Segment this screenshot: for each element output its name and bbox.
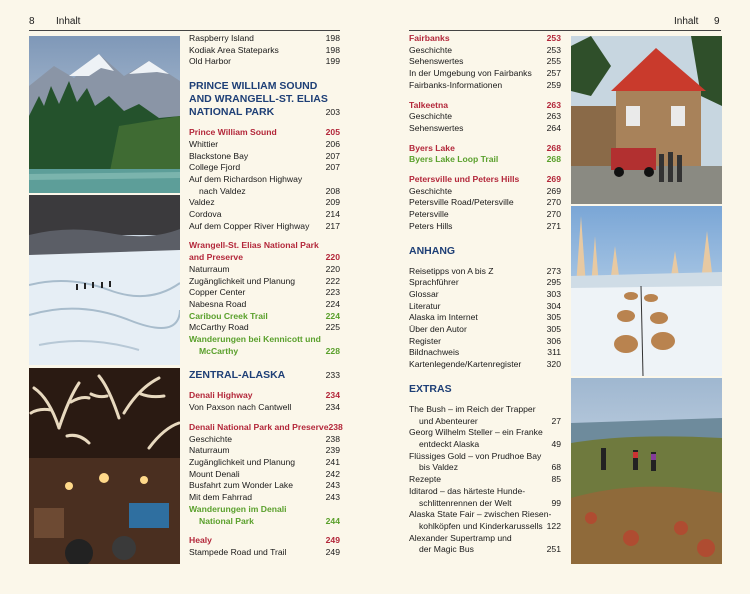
toc-entry[interactable]: [189, 547, 340, 559]
toc-entry-title: College Fjord: [189, 162, 241, 173]
page-number: 239: [325, 445, 340, 456]
toc-entry[interactable]: [409, 439, 561, 451]
page-number: 268: [546, 142, 561, 153]
page-number: 241: [325, 456, 340, 467]
page-number: 244: [325, 515, 340, 526]
toc-entry-title: Denali National Park and Preserve: [189, 421, 329, 432]
toc-entry[interactable]: [189, 311, 340, 323]
left-header-rule: [29, 30, 340, 31]
spacer: [189, 357, 340, 365]
section-heading-text: ZENTRAL-ALASKA: [189, 369, 286, 382]
toc-entry[interactable]: [189, 252, 340, 264]
page-number: 207: [325, 150, 340, 161]
photo-glacier-hikers: [29, 195, 180, 365]
toc-entry-title: Raspberry Island: [189, 33, 254, 43]
spacer: [189, 414, 340, 422]
toc-entry[interactable]: [189, 221, 340, 233]
page-number: 222: [325, 275, 340, 286]
page-number: 198: [325, 44, 340, 55]
page-number: 220: [325, 252, 340, 263]
page-number: 238: [325, 433, 340, 444]
toc-entry[interactable]: [189, 299, 340, 311]
page-number: 243: [325, 480, 340, 491]
toc-entry[interactable]: [409, 416, 561, 428]
toc-entry[interactable]: [409, 347, 561, 359]
toc-entry-title: Mit dem Fahrrad: [189, 492, 253, 503]
toc-entry-title: Reisetipps von A bis Z: [409, 265, 494, 276]
toc-entry[interactable]: [189, 197, 340, 209]
toc-entry-title: Geschichte: [409, 185, 452, 196]
section-heading-text: NATIONAL PARK: [189, 106, 275, 119]
spacer: [189, 68, 340, 76]
toc-entry-title: entdeckt Alaska: [419, 438, 480, 449]
page-number: 295: [546, 277, 561, 288]
page-number: 305: [546, 324, 561, 335]
page-number: 208: [325, 185, 340, 196]
page-number: 206: [325, 138, 340, 149]
toc-entry-title: Glossar: [409, 288, 439, 299]
page-number: 269: [546, 185, 561, 196]
toc-entry[interactable]: [409, 509, 561, 521]
toc-entry[interactable]: [189, 322, 340, 334]
toc-entry-title: McCarthy Road: [189, 322, 249, 333]
toc-entry[interactable]: [409, 100, 561, 112]
page-number: 223: [325, 287, 340, 298]
toc-entry-title: kohlköpfen und Kinderkarussells: [419, 520, 543, 531]
toc-entry[interactable]: [189, 127, 340, 139]
toc-entry-title: Valdez: [189, 197, 215, 208]
toc-entry[interactable]: [189, 480, 340, 492]
spacer: [189, 527, 340, 535]
toc-entry[interactable]: [409, 336, 561, 348]
page-number: 306: [546, 335, 561, 346]
spacer: [409, 396, 561, 404]
toc-entry-title: In der Umgebung von Fairbanks: [409, 68, 532, 79]
toc-entry-title: and Preserve: [189, 252, 243, 263]
toc-entry-title: Healy: [189, 535, 212, 546]
section-heading: [189, 369, 340, 382]
toc-entry-title: Geschichte: [409, 111, 452, 122]
toc-entry[interactable]: [409, 451, 561, 463]
toc-entry[interactable]: [189, 174, 340, 186]
toc-entry-title: Caribou Creek Trail: [189, 310, 268, 321]
toc-entry[interactable]: [409, 143, 561, 155]
photo-wooden-building: [571, 36, 722, 204]
page-number: 199: [325, 56, 340, 67]
toc-entry[interactable]: [189, 287, 340, 299]
toc-entry-title: Mount Denali: [189, 468, 240, 479]
toc-entry-title: Iditarod – das härteste Hunde-: [409, 485, 526, 496]
toc-entry-title: Denali Highway: [189, 390, 253, 401]
toc-entry[interactable]: [409, 359, 561, 371]
page-number: 273: [546, 265, 561, 276]
toc-entry-title: Naturraum: [189, 263, 230, 274]
toc-entry-title: Rezepte: [409, 474, 442, 485]
page-number: 234: [325, 390, 340, 401]
toc-entry-title: Von Paxson nach Cantwell: [189, 402, 292, 413]
page-number: 320: [546, 359, 561, 370]
page-number: 207: [325, 162, 340, 173]
toc-entry[interactable]: [189, 186, 340, 198]
toc-entry[interactable]: [409, 474, 561, 486]
page-number: 271: [546, 220, 561, 231]
page-number: 270: [546, 209, 561, 220]
page-number: 85: [551, 474, 561, 485]
toc-entry[interactable]: [409, 221, 561, 233]
page-number: 224: [325, 310, 340, 321]
toc-entry[interactable]: [409, 427, 561, 439]
page-number: 259: [546, 79, 561, 90]
toc-entry[interactable]: [189, 516, 340, 528]
page-number: 263: [546, 99, 561, 110]
page-number: 220: [325, 263, 340, 274]
toc-entry[interactable]: [189, 504, 340, 516]
page-number: 249: [325, 546, 340, 557]
toc-entry-title: Old Harbor: [189, 56, 232, 67]
toc-entry[interactable]: [409, 80, 561, 92]
page-number: 242: [325, 468, 340, 479]
page-number: 49: [551, 438, 561, 449]
toc-entry-title: Blackstone Bay: [189, 150, 249, 161]
toc-entry[interactable]: [409, 154, 561, 166]
toc-entry[interactable]: [189, 402, 340, 414]
page-number: 268: [546, 154, 561, 165]
toc-entry-title: Nabesna Road: [189, 298, 247, 309]
toc-entry[interactable]: [409, 533, 561, 545]
toc-entry-title: bis Valdez: [419, 462, 459, 473]
toc-entry[interactable]: [409, 68, 561, 80]
toc-entry-title: Alexander Supertramp und: [409, 532, 512, 543]
page-number: 269: [546, 174, 561, 185]
toc-entry[interactable]: [409, 45, 561, 57]
page-number: 27: [551, 415, 561, 426]
toc-entry-title: Petersville Road/Petersville: [409, 197, 514, 208]
toc-entry-title: Peters Hills: [409, 220, 453, 231]
toc-entry-title: Auf dem Richardson Highway: [189, 173, 303, 184]
spacer: [409, 135, 561, 143]
page-number: 225: [325, 322, 340, 333]
photo-dog-sled: [571, 206, 722, 376]
toc-entry[interactable]: [189, 209, 340, 221]
page-number: 253: [546, 33, 561, 43]
page-number: 122: [546, 520, 561, 531]
right-page-number: 9: [714, 16, 720, 27]
toc-entry-title: Petersville und Peters Hills: [409, 174, 520, 185]
toc-entry-title: Kodiak Area Stateparks: [189, 44, 279, 55]
page-number: 249: [325, 535, 340, 546]
toc-entry[interactable]: [189, 445, 340, 457]
toc-entry-title: Petersville: [409, 209, 449, 220]
toc-entry-title: nach Valdez: [199, 185, 246, 196]
page-number: 243: [325, 492, 340, 503]
toc-entry-title: Copper Center: [189, 287, 246, 298]
spacer: [189, 232, 340, 240]
toc-entry[interactable]: [409, 56, 561, 68]
toc-entry[interactable]: [409, 186, 561, 198]
page-number: 214: [325, 209, 340, 220]
toc-entry-title: Kartenlegende/Kartenregister: [409, 359, 522, 370]
toc-entry[interactable]: [189, 334, 340, 346]
page-number: 233: [325, 370, 340, 381]
page-number: 303: [546, 288, 561, 299]
toc-entry[interactable]: [409, 521, 561, 533]
toc-entry-title: Whittier: [189, 138, 219, 149]
toc-entry[interactable]: [189, 535, 340, 547]
toc-entry-title: Sehenswertes: [409, 122, 464, 133]
photo-tundra-hikers: [571, 378, 722, 564]
toc-entry-title: Geschichte: [409, 44, 452, 55]
page-number: 311: [547, 347, 561, 358]
toc-entry[interactable]: [189, 421, 343, 434]
toc-entry[interactable]: [409, 277, 561, 289]
toc-entry-title: Georg Wilhelm Steller – ein Franke: [409, 427, 543, 438]
toc-entry[interactable]: [189, 276, 340, 288]
toc-entry-title: schlittenrennen der Welt: [419, 497, 512, 508]
left-running-title: Inhalt: [56, 16, 81, 27]
page-number: 99: [551, 497, 561, 508]
toc-entry-title: Zugänglichkeit und Planung: [189, 456, 296, 467]
spacer: [409, 92, 561, 100]
toc-entry-title: Byers Lake: [409, 142, 455, 153]
toc-entry-title: Fairbanks-Informationen: [409, 79, 503, 90]
page-number: 68: [551, 462, 561, 473]
toc-entry[interactable]: [409, 486, 561, 498]
toc-entry[interactable]: [189, 56, 340, 68]
toc-entry-title: Alaska im Internet: [409, 312, 478, 323]
section-heading: [189, 80, 340, 119]
toc-entry[interactable]: [409, 324, 561, 336]
toc-entry-title: Literatur: [409, 300, 441, 311]
toc-entry-title: Wrangell-St. Elias National Park: [189, 240, 319, 251]
toc-entry[interactable]: [409, 209, 561, 221]
toc-entry[interactable]: [409, 301, 561, 313]
spacer: [409, 166, 561, 174]
toc-entry-title: und Abenteurer: [419, 415, 478, 426]
toc-entry-title: McCarthy: [199, 345, 239, 356]
page-number: 217: [325, 220, 340, 231]
page-number: 264: [546, 122, 561, 133]
right-header-rule: [409, 30, 721, 31]
toc-entry[interactable]: [189, 434, 340, 446]
toc-entry[interactable]: [409, 33, 561, 45]
toc-entry-title: The Bush – im Reich der Trapper: [409, 403, 536, 414]
toc-entry-title: Byers Lake Loop Trail: [409, 154, 499, 165]
toc-entry-title: Fairbanks: [409, 33, 450, 43]
page-number: 209: [325, 197, 340, 208]
toc-entry-title: Cordova: [189, 209, 222, 220]
page-number: 198: [325, 33, 340, 43]
toc-entry[interactable]: [189, 151, 340, 163]
toc-entry[interactable]: [189, 457, 340, 469]
spacer: [409, 371, 561, 379]
toc-entry-title: Sprachführer: [409, 277, 459, 288]
toc-entry[interactable]: [189, 240, 340, 252]
page-number: 238: [328, 421, 343, 432]
toc-entry[interactable]: [189, 492, 340, 504]
page-number: 253: [546, 44, 561, 55]
toc-entry-title: Naturraum: [189, 445, 230, 456]
section-heading-text: ANHANG: [409, 244, 456, 257]
section-heading: [409, 245, 561, 258]
page-number: 228: [325, 345, 340, 356]
toc-entry-title: Wanderungen bei Kennicott und: [189, 334, 321, 345]
page-number: 257: [546, 68, 561, 79]
toc-entry-title: Sehenswertes: [409, 56, 464, 67]
section-heading-text: PRINCE WILLIAM SOUND: [189, 80, 318, 93]
toc-entry[interactable]: [409, 404, 561, 416]
page-number: 270: [546, 197, 561, 208]
section-heading: [409, 383, 561, 396]
toc-entry-title: Flüssiges Gold – von Prudhoe Bay: [409, 450, 542, 461]
toc-entry[interactable]: [189, 264, 340, 276]
page-number: 224: [325, 298, 340, 309]
toc-entry-title: Register: [409, 335, 441, 346]
toc-entry[interactable]: [409, 498, 561, 510]
section-heading-text: AND WRANGELL-ST. ELIAS: [189, 93, 328, 106]
toc-entry[interactable]: [409, 544, 561, 556]
page-number: 205: [325, 127, 340, 138]
toc-entry-title: Wanderungen im Denali: [189, 503, 287, 514]
page-number: 203: [325, 107, 340, 118]
toc-entry-title: Prince William Sound: [189, 127, 277, 138]
section-heading-text: EXTRAS: [409, 382, 452, 395]
toc-entry-title: der Magic Bus: [419, 544, 474, 555]
toc-entry-title: Geschichte: [189, 433, 232, 444]
spacer: [189, 119, 340, 127]
page-number: 251: [546, 544, 561, 555]
toc-entry-title: Talkeetna: [409, 99, 449, 110]
toc-entry[interactable]: [189, 469, 340, 481]
spacer: [409, 233, 561, 241]
toc-entry[interactable]: [189, 390, 340, 402]
page-number: 234: [325, 402, 340, 413]
toc-entry[interactable]: [189, 45, 340, 57]
page-number: 304: [546, 300, 561, 311]
right-running-title: Inhalt: [674, 16, 699, 27]
toc-entry-title: Auf dem Copper River Highway: [189, 220, 310, 231]
toc-entry[interactable]: [409, 174, 561, 186]
toc-entry[interactable]: [409, 111, 561, 123]
page-number: 263: [546, 111, 561, 122]
spacer: [189, 382, 340, 390]
toc-entry-title: Stampede Road und Trail: [189, 546, 287, 557]
toc-left-column: [189, 33, 343, 559]
toc-entry-title: Alaska State Fair – zwischen Riesen-: [409, 509, 552, 520]
toc-entry-title: Busfahrt zum Wonder Lake: [189, 480, 293, 491]
toc-entry-title: National Park: [199, 515, 254, 526]
toc-entry[interactable]: [409, 312, 561, 324]
toc-entry[interactable]: [189, 139, 340, 151]
toc-entry-title: Über den Autor: [409, 324, 467, 335]
toc-entry[interactable]: [409, 123, 561, 135]
spacer: [409, 258, 561, 266]
toc-right-column: [409, 33, 561, 556]
photo-mountain-lake: [29, 36, 180, 193]
toc-entry[interactable]: [189, 346, 340, 358]
toc-entry[interactable]: [409, 462, 561, 474]
page-number: 305: [546, 312, 561, 323]
toc-entry[interactable]: [409, 197, 561, 209]
page-number: 255: [546, 56, 561, 67]
photo-antler-bar: [29, 368, 180, 564]
toc-entry[interactable]: [409, 266, 561, 278]
toc-entry[interactable]: [189, 162, 340, 174]
toc-entry-title: Bildnachweis: [409, 347, 460, 358]
toc-entry-title: Zugänglichkeit und Planung: [189, 275, 296, 286]
toc-entry[interactable]: [409, 289, 561, 301]
left-page-number: 8: [29, 16, 35, 27]
toc-entry[interactable]: [189, 33, 340, 45]
